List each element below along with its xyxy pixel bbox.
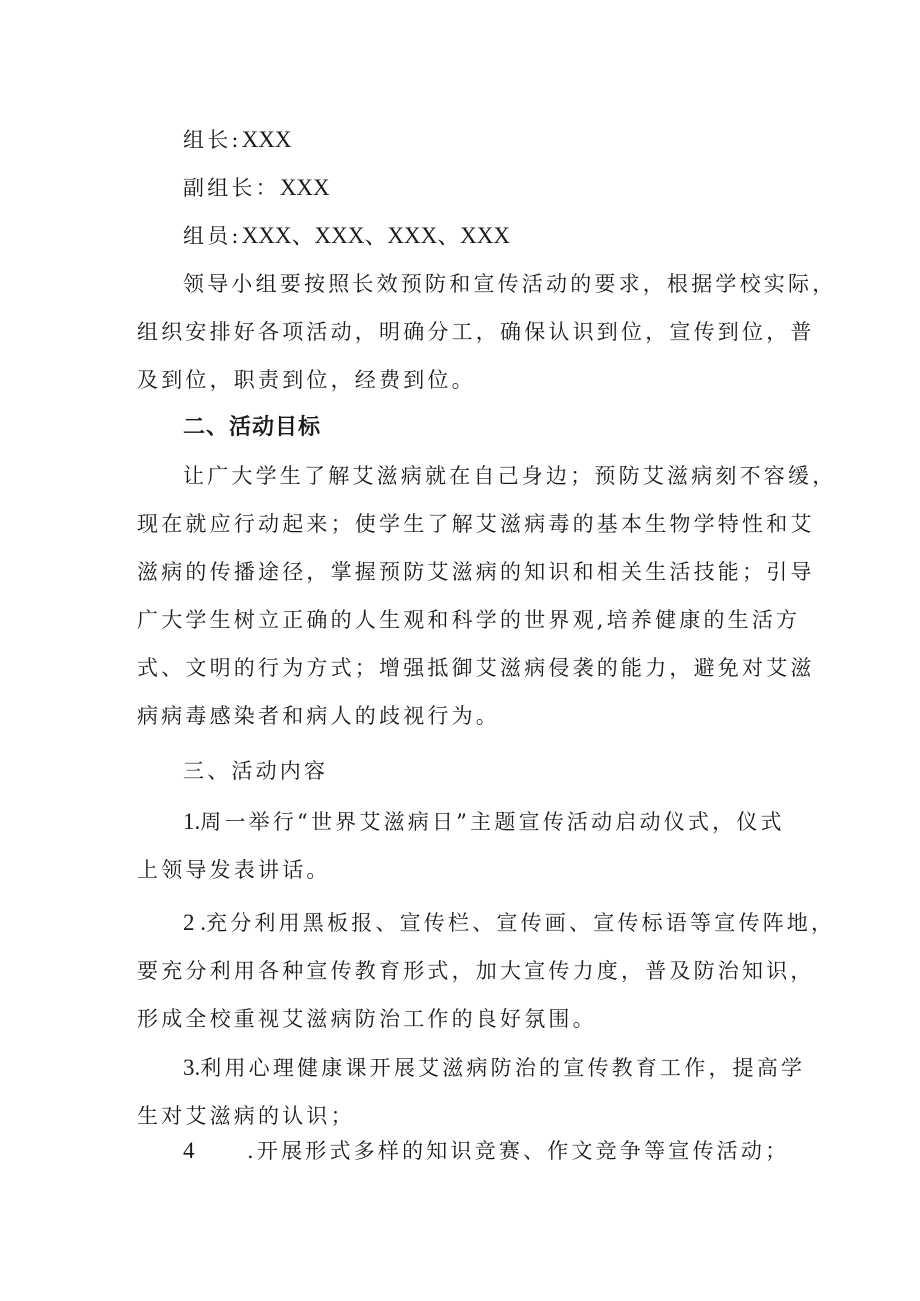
section-2-line-3: 滋病的传播途径，掌握预防艾滋病的知识和相关生活技能；引导 xyxy=(137,560,815,584)
deputy-leader-label: 副组长： xyxy=(183,176,280,200)
leader-line xyxy=(183,128,292,152)
activity-item-3-text: 利用心理健康课开展艾滋病防治的宣传教育工作，提高学 xyxy=(200,1056,806,1080)
activity-item-2-line-2: 要充分利用各种宣传教育形式，加大宣传力度，普及防治知识， xyxy=(137,959,815,983)
activity-item-1-line-2: 上领导发表讲话。 xyxy=(137,858,331,882)
deputy-leader-line xyxy=(183,176,330,200)
section-2-line-5: 式、文明的行为方式；增强抵御艾滋病侵袭的能力，避免对艾滋 xyxy=(137,656,815,680)
intro-line-2: 组织安排好各项活动，明确分工，确保认识到位，宣传到位，普 xyxy=(137,320,815,344)
section-2-line-2: 现在就应行动起来；使学生了解艾滋病毒的基本生物学特性和艾 xyxy=(137,512,815,536)
intro-line-1: 领导小组要按照长效预防和宣传活动的要求，根据学校实际， xyxy=(183,272,837,296)
activity-item-2-line-3: 形成全校重视艾滋病防治工作的良好氛围。 xyxy=(137,1007,597,1031)
activity-item-4-line-1 xyxy=(183,1139,789,1163)
activity-item-1-line-1 xyxy=(183,810,785,834)
intro-line-3: 及到位，职责到位，经费到位。 xyxy=(137,368,476,392)
section-2-line-6: 病病毒感染者和病人的歧视行为。 xyxy=(137,704,500,728)
leader-label: 组长: xyxy=(183,128,242,152)
leader-name: XXX xyxy=(241,127,292,152)
members-names: XXX、XXX、XXX、XXX xyxy=(241,223,511,248)
activity-item-3-line-2: 生对艾滋病的认识； xyxy=(137,1104,355,1128)
deputy-leader-name: XXX xyxy=(279,175,330,200)
members-line xyxy=(183,224,510,248)
activity-item-2-text: 充分利用黑板报、宣传栏、宣传画、宣传标语等宣传阵地， xyxy=(206,911,836,935)
section-3-heading: 三、活动内容 xyxy=(183,759,329,783)
activity-item-1-number: 1. xyxy=(183,809,201,834)
activity-item-1-text: 周一举行“世界艾滋病日”主题宣传活动启动仪式，仪式 xyxy=(200,810,785,834)
section-2-line-1: 让广大学生了解艾滋病就在自己身边；预防艾滋病刻不容缓， xyxy=(183,464,837,488)
activity-item-4-text: .开展形式多样的知识竞赛、作文竞争等宣传活动； xyxy=(247,1139,790,1163)
members-label: 组员: xyxy=(183,224,242,248)
section-2-line-4: 广大学生树立正确的人生观和科学的世界观,培养健康的生活方 xyxy=(137,608,801,632)
section-2-heading: 二、活动目标 xyxy=(183,415,322,440)
activity-item-2-number: 2 . xyxy=(183,910,206,935)
activity-item-3-line-1 xyxy=(183,1056,805,1080)
activity-item-3-number: 3. xyxy=(183,1055,201,1080)
activity-item-2-line-1 xyxy=(183,911,835,935)
activity-item-4-number: 4 xyxy=(183,1138,195,1163)
